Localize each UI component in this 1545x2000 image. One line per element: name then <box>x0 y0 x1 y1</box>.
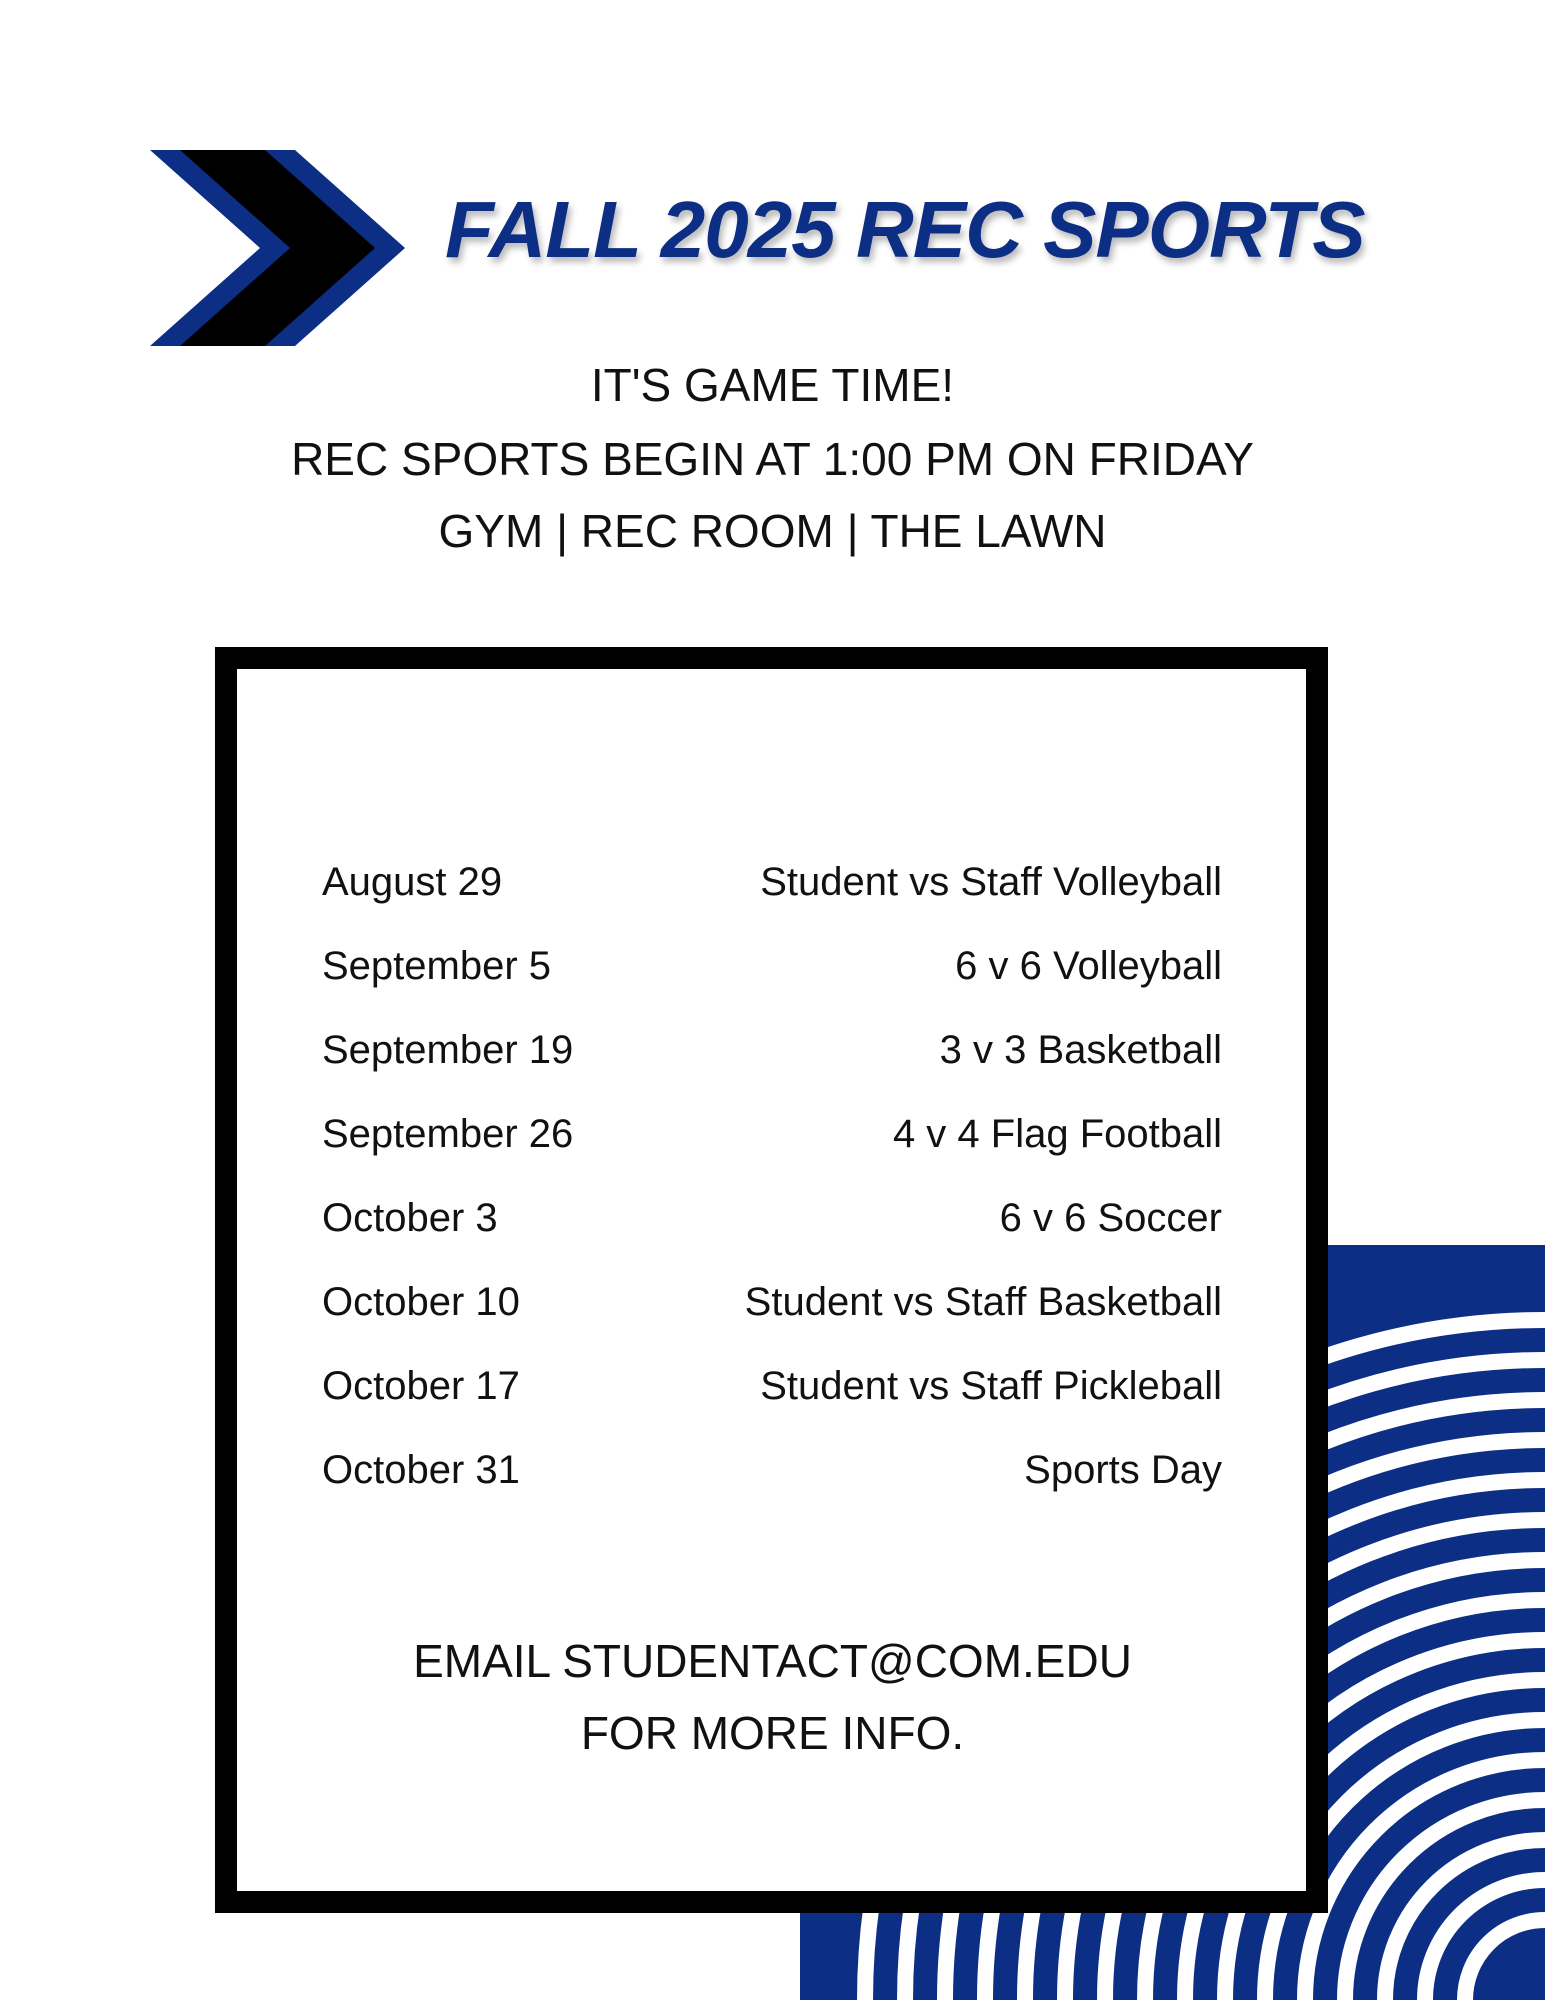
schedule-list <box>322 840 1222 1512</box>
schedule-event: 3 v 3 Basketball <box>939 1027 1222 1072</box>
intro-headline: IT'S GAME TIME! <box>590 359 955 411</box>
schedule-date: October 3 <box>322 1195 498 1240</box>
schedule-date: September 26 <box>322 1111 574 1156</box>
schedule-row <box>322 1344 1222 1428</box>
schedule-row <box>322 924 1222 1008</box>
schedule-event: 6 v 6 Soccer <box>999 1195 1222 1240</box>
schedule-row <box>322 840 1222 924</box>
schedule-date: October 17 <box>322 1363 520 1408</box>
schedule-row <box>322 1176 1222 1260</box>
contact-more-info: FOR MORE INFO. <box>580 1707 965 1759</box>
schedule-date: October 31 <box>322 1447 520 1492</box>
intro-start-time: REC SPORTS BEGIN AT 1:00 PM ON FRIDAY <box>291 433 1254 485</box>
schedule-event: 6 v 6 Volleyball <box>955 943 1222 988</box>
schedule-event: Student vs Staff Volleyball <box>760 859 1222 904</box>
chevron-right-icon <box>150 150 410 346</box>
schedule-date: August 29 <box>322 859 503 904</box>
schedule-row <box>322 1008 1222 1092</box>
schedule-event: Student vs Staff Pickleball <box>760 1363 1222 1408</box>
schedule-event: Sports Day <box>1024 1447 1222 1492</box>
schedule-date: September 5 <box>322 943 552 988</box>
schedule-date: October 10 <box>322 1279 520 1324</box>
page-title: FALL 2025 REC SPORTS <box>445 185 1365 274</box>
schedule-event: Student vs Staff Basketball <box>744 1279 1222 1324</box>
schedule-row <box>322 1428 1222 1512</box>
schedule-row <box>322 1260 1222 1344</box>
schedule-date: September 19 <box>322 1027 574 1072</box>
contact-email: EMAIL STUDENTACT@COM.EDU <box>413 1635 1132 1687</box>
intro-locations: GYM | REC ROOM | THE LAWN <box>438 505 1107 557</box>
schedule-row <box>322 1092 1222 1176</box>
schedule-event: 4 v 4 Flag Football <box>892 1111 1222 1156</box>
